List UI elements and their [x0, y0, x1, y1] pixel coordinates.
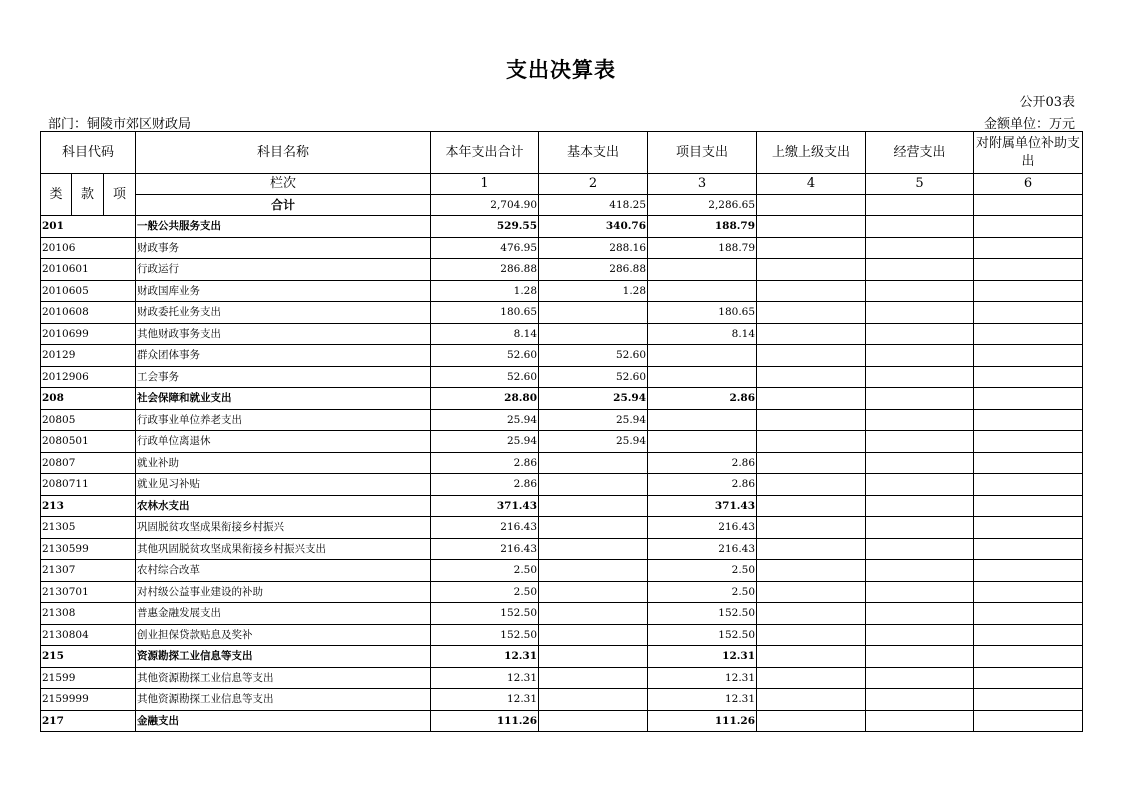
row-upper: [757, 388, 866, 410]
row-basic: [539, 624, 648, 646]
row-upper: [757, 517, 866, 539]
row-business: [866, 646, 974, 668]
row-subsidy: [974, 259, 1083, 281]
row-code: 2010605: [41, 280, 136, 302]
table-row: [41, 538, 1083, 560]
row-basic: [539, 710, 648, 732]
row-project: 152.50: [648, 624, 757, 646]
row-code: 217: [41, 710, 136, 732]
row-subsidy: [974, 538, 1083, 560]
table-row: [41, 452, 1083, 474]
row-name: 对村级公益事业建设的补助: [136, 581, 431, 603]
row-business: [866, 216, 974, 238]
row-name: 金融支出: [136, 710, 431, 732]
row-business: [866, 431, 974, 453]
row-project: 12.31: [648, 646, 757, 668]
column-number-row: [41, 174, 1083, 195]
table-row: [41, 345, 1083, 367]
row-basic: [539, 302, 648, 324]
row-basic: [539, 323, 648, 345]
table-row: [41, 710, 1083, 732]
row-name: 农村综合改革: [136, 560, 431, 582]
row-upper: [757, 259, 866, 281]
row-name: 行政单位离退休: [136, 431, 431, 453]
row-subsidy: [974, 237, 1083, 259]
column-number-2: 2: [539, 174, 648, 195]
row-upper: [757, 237, 866, 259]
row-upper: [757, 667, 866, 689]
row-code: 2130701: [41, 581, 136, 603]
header-lanci: 栏次: [136, 174, 431, 195]
header-business: 经营支出: [866, 132, 974, 174]
department-label: 部门：铜陵市郊区财政局: [48, 117, 192, 132]
row-subsidy: [974, 452, 1083, 474]
row-total: 8.14: [431, 323, 539, 345]
row-project: 12.31: [648, 689, 757, 711]
row-project: 216.43: [648, 538, 757, 560]
expenditure-table: [40, 131, 1083, 732]
row-basic: [539, 538, 648, 560]
row-basic: [539, 667, 648, 689]
row-subsidy: [974, 366, 1083, 388]
row-total: 476.95: [431, 237, 539, 259]
row-business: [866, 538, 974, 560]
row-upper: [757, 323, 866, 345]
row-total: 152.50: [431, 624, 539, 646]
row-project: [648, 366, 757, 388]
header-row: [41, 132, 1083, 174]
row-project: 188.79: [648, 216, 757, 238]
row-subsidy: [974, 581, 1083, 603]
row-business: [866, 237, 974, 259]
row-project: [648, 431, 757, 453]
row-name: 就业补助: [136, 452, 431, 474]
row-business: [866, 474, 974, 496]
column-number-1: 1: [431, 174, 539, 195]
row-basic: 25.94: [539, 431, 648, 453]
row-code: 2080501: [41, 431, 136, 453]
row-total: 529.55: [431, 216, 539, 238]
row-business: [866, 280, 974, 302]
row-name: 一般公共服务支出: [136, 216, 431, 238]
row-subsidy: [974, 302, 1083, 324]
row-business: [866, 302, 974, 324]
page-title: 支出决算表: [506, 58, 616, 82]
table-row: [41, 323, 1083, 345]
row-name: 工会事务: [136, 366, 431, 388]
row-project: 371.43: [648, 495, 757, 517]
row-code: 2159999: [41, 689, 136, 711]
row-basic: 286.88: [539, 259, 648, 281]
row-business: [866, 603, 974, 625]
row-subsidy: [974, 603, 1083, 625]
row-basic: 288.16: [539, 237, 648, 259]
row-total: 2.86: [431, 452, 539, 474]
table-row: [41, 302, 1083, 324]
header-name: 科目名称: [136, 132, 431, 174]
row-upper: [757, 345, 866, 367]
row-upper: [757, 474, 866, 496]
row-project: 216.43: [648, 517, 757, 539]
row-upper: [757, 495, 866, 517]
row-name: 普惠金融发展支出: [136, 603, 431, 625]
row-total: 12.31: [431, 646, 539, 668]
row-project: 2.86: [648, 474, 757, 496]
row-code: 2130804: [41, 624, 136, 646]
row-upper: [757, 280, 866, 302]
row-business: [866, 323, 974, 345]
row-subsidy: [974, 388, 1083, 410]
header-code: 科目代码: [41, 132, 136, 174]
row-code: 2010601: [41, 259, 136, 281]
row-total: 371.43: [431, 495, 539, 517]
row-code: 21307: [41, 560, 136, 582]
row-upper: [757, 302, 866, 324]
row-basic: [539, 689, 648, 711]
row-project: 8.14: [648, 323, 757, 345]
row-business: [866, 560, 974, 582]
total-business: [866, 195, 974, 216]
amount-unit-label: 金额单位：万元: [983, 117, 1075, 132]
row-total: 2.50: [431, 560, 539, 582]
table-row: [41, 366, 1083, 388]
total-basic: 418.25: [539, 195, 648, 216]
row-business: [866, 388, 974, 410]
row-upper: [757, 581, 866, 603]
row-subsidy: [974, 624, 1083, 646]
row-basic: [539, 495, 648, 517]
column-number-5: 5: [866, 174, 974, 195]
row-name: 资源勘探工业信息等支出: [136, 646, 431, 668]
row-subsidy: [974, 710, 1083, 732]
row-total: 286.88: [431, 259, 539, 281]
total-amount: 2,704.90: [431, 195, 539, 216]
row-subsidy: [974, 689, 1083, 711]
row-total: 25.94: [431, 431, 539, 453]
row-name: 行政运行: [136, 259, 431, 281]
header-upper: 上缴上级支出: [757, 132, 866, 174]
row-total: 12.31: [431, 689, 539, 711]
column-number-3: 3: [648, 174, 757, 195]
row-upper: [757, 431, 866, 453]
row-subsidy: [974, 216, 1083, 238]
row-name: 巩固脱贫攻坚成果衔接乡村振兴: [136, 517, 431, 539]
row-name: 其他巩固脱贫攻坚成果衔接乡村振兴支出: [136, 538, 431, 560]
row-code: 2130599: [41, 538, 136, 560]
row-business: [866, 710, 974, 732]
column-number-6: 6: [974, 174, 1083, 195]
row-subsidy: [974, 646, 1083, 668]
row-name: 农林水支出: [136, 495, 431, 517]
row-total: 2.86: [431, 474, 539, 496]
row-code: 2010608: [41, 302, 136, 324]
row-code: 213: [41, 495, 136, 517]
table-row: [41, 517, 1083, 539]
row-subsidy: [974, 560, 1083, 582]
row-code: 21308: [41, 603, 136, 625]
row-upper: [757, 409, 866, 431]
row-upper: [757, 216, 866, 238]
row-business: [866, 452, 974, 474]
row-total: 216.43: [431, 538, 539, 560]
row-total: 111.26: [431, 710, 539, 732]
row-subsidy: [974, 345, 1083, 367]
row-basic: 52.60: [539, 345, 648, 367]
row-name: 社会保障和就业支出: [136, 388, 431, 410]
row-total: 28.80: [431, 388, 539, 410]
row-name: 行政事业单位养老支出: [136, 409, 431, 431]
row-basic: [539, 452, 648, 474]
header-total: 本年支出合计: [431, 132, 539, 174]
row-business: [866, 366, 974, 388]
total-label: 合计: [136, 195, 431, 216]
row-project: 2.50: [648, 581, 757, 603]
header-subsidy: 对附属单位补助支出: [974, 132, 1083, 174]
row-code: 201: [41, 216, 136, 238]
row-name: 财政事务: [136, 237, 431, 259]
row-total: 216.43: [431, 517, 539, 539]
table-row: [41, 409, 1083, 431]
row-subsidy: [974, 280, 1083, 302]
row-upper: [757, 366, 866, 388]
row-project: 188.79: [648, 237, 757, 259]
row-code: 2080711: [41, 474, 136, 496]
row-total: 180.65: [431, 302, 539, 324]
row-upper: [757, 624, 866, 646]
row-subsidy: [974, 667, 1083, 689]
row-project: 2.50: [648, 560, 757, 582]
header-kuan: 款: [72, 174, 104, 216]
row-code: 20807: [41, 452, 136, 474]
row-business: [866, 495, 974, 517]
row-project: 12.31: [648, 667, 757, 689]
table-row: [41, 237, 1083, 259]
row-code: 20106: [41, 237, 136, 259]
table-row: [41, 216, 1083, 238]
form-number: 公开03表: [1019, 95, 1075, 110]
row-basic: [539, 517, 648, 539]
row-code: 20129: [41, 345, 136, 367]
row-business: [866, 517, 974, 539]
row-name: 创业担保贷款贴息及奖补: [136, 624, 431, 646]
row-basic: 25.94: [539, 409, 648, 431]
row-basic: 25.94: [539, 388, 648, 410]
row-project: [648, 409, 757, 431]
row-basic: 1.28: [539, 280, 648, 302]
row-business: [866, 689, 974, 711]
row-total: 2.50: [431, 581, 539, 603]
table-row: [41, 474, 1083, 496]
row-code: 2012906: [41, 366, 136, 388]
row-total: 12.31: [431, 667, 539, 689]
row-total: 52.60: [431, 345, 539, 367]
row-upper: [757, 538, 866, 560]
table-row: [41, 259, 1083, 281]
row-code: 215: [41, 646, 136, 668]
table-row: [41, 624, 1083, 646]
row-basic: [539, 560, 648, 582]
table-row: [41, 689, 1083, 711]
row-code: 20805: [41, 409, 136, 431]
row-project: 152.50: [648, 603, 757, 625]
row-name: 其他资源勘探工业信息等支出: [136, 667, 431, 689]
row-subsidy: [974, 431, 1083, 453]
row-project: 180.65: [648, 302, 757, 324]
row-subsidy: [974, 474, 1083, 496]
table-row: [41, 560, 1083, 582]
row-upper: [757, 710, 866, 732]
column-number-4: 4: [757, 174, 866, 195]
row-basic: 52.60: [539, 366, 648, 388]
table-row: [41, 603, 1083, 625]
header-project: 项目支出: [648, 132, 757, 174]
row-project: 2.86: [648, 452, 757, 474]
row-name: 群众团体事务: [136, 345, 431, 367]
row-basic: [539, 581, 648, 603]
header-xiang: 项: [104, 174, 136, 216]
total-subsidy: [974, 195, 1083, 216]
row-total: 152.50: [431, 603, 539, 625]
header-basic: 基本支出: [539, 132, 648, 174]
row-code: 2010699: [41, 323, 136, 345]
row-name: 财政国库业务: [136, 280, 431, 302]
row-business: [866, 409, 974, 431]
row-code: 21305: [41, 517, 136, 539]
row-upper: [757, 646, 866, 668]
row-total: 1.28: [431, 280, 539, 302]
row-basic: [539, 474, 648, 496]
row-project: [648, 280, 757, 302]
row-business: [866, 624, 974, 646]
row-upper: [757, 452, 866, 474]
row-project: 2.86: [648, 388, 757, 410]
total-row: [41, 195, 1083, 216]
row-subsidy: [974, 517, 1083, 539]
row-subsidy: [974, 495, 1083, 517]
table-row: [41, 431, 1083, 453]
row-total: 52.60: [431, 366, 539, 388]
row-upper: [757, 560, 866, 582]
row-subsidy: [974, 409, 1083, 431]
row-code: 208: [41, 388, 136, 410]
row-subsidy: [974, 323, 1083, 345]
row-total: 25.94: [431, 409, 539, 431]
row-name: 其他财政事务支出: [136, 323, 431, 345]
row-business: [866, 259, 974, 281]
total-project: 2,286.65: [648, 195, 757, 216]
table-row: [41, 581, 1083, 603]
row-basic: [539, 603, 648, 625]
row-business: [866, 345, 974, 367]
row-basic: [539, 646, 648, 668]
row-code: 21599: [41, 667, 136, 689]
table-row: [41, 646, 1083, 668]
row-upper: [757, 689, 866, 711]
total-upper: [757, 195, 866, 216]
row-name: 其他资源勘探工业信息等支出: [136, 689, 431, 711]
table-row: [41, 280, 1083, 302]
row-name: 财政委托业务支出: [136, 302, 431, 324]
row-upper: [757, 603, 866, 625]
row-project: [648, 259, 757, 281]
header-lei: 类: [41, 174, 72, 216]
row-business: [866, 667, 974, 689]
row-project: 111.26: [648, 710, 757, 732]
table-row: [41, 388, 1083, 410]
row-business: [866, 581, 974, 603]
table-row: [41, 495, 1083, 517]
row-basic: 340.76: [539, 216, 648, 238]
row-name: 就业见习补贴: [136, 474, 431, 496]
row-project: [648, 345, 757, 367]
table-row: [41, 667, 1083, 689]
